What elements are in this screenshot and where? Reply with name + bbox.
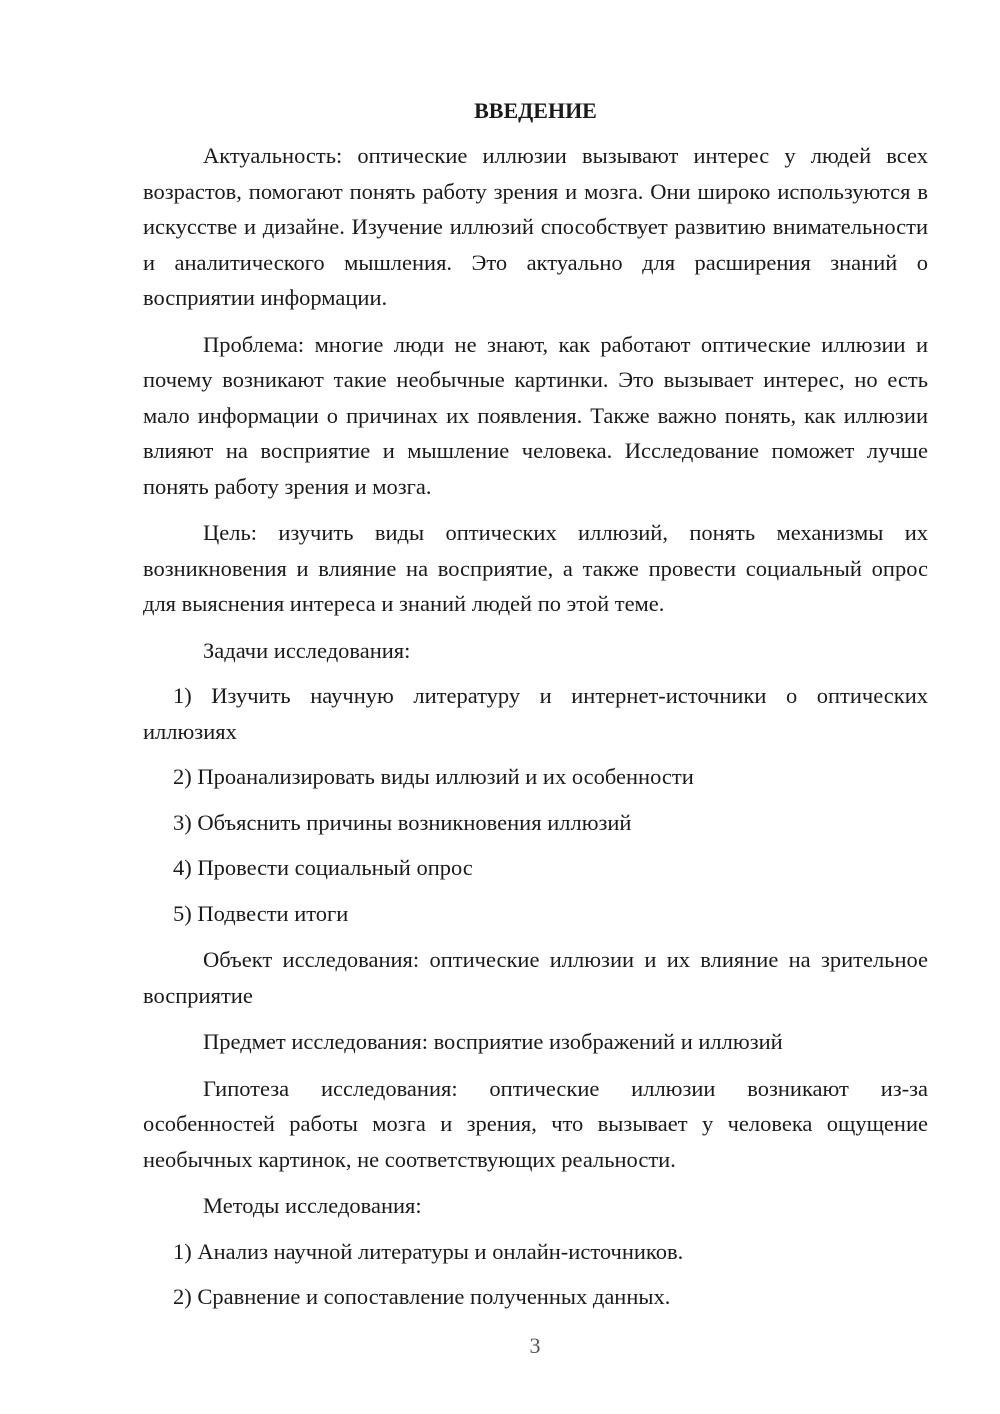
page-number: 3 [529, 1333, 541, 1358]
paragraph-hypothesis: Гипотеза исследования: оптические иллюзии возникают из-за особенностей работы мозга и зрения, что вызывает у человека ощущение необычных картинок, не соответствующих реальности. [143, 1075, 928, 1172]
paragraph-goal: Цель: изучить виды оптических иллюзий, понять механизмы их возникновения и влияние на восприятие, а также провести социальный опрос для выяснения интереса и знаний людей по этой теме. [143, 520, 928, 616]
list-item: 2) Проанализировать виды иллюзий и их особенности [173, 764, 694, 789]
list-item: 5) Подвести итоги [173, 900, 349, 926]
tasks-title: Задачи исследования: [203, 637, 411, 663]
section-heading: ВВЕДЕНИЕ [474, 98, 597, 123]
list-item: 1) Изучить научную литературу и интернет-источники о оптических иллюзиях [143, 683, 928, 744]
methods-list [143, 1234, 928, 1315]
paragraph-subject: Предмет исследования: восприятие изображений и иллюзий [203, 1029, 783, 1054]
page-content [143, 96, 928, 1315]
paragraph-relevance: Актуальность: оптические иллюзии вызывают интерес у людей всех возрастов, помогают понять работу зрения и мозга. Они широко используются в искусстве и дизайне. Изучение иллюзий способствует развитию внимательности и аналитического мышления. Это актуально для расширения знаний о восприятии информации. [143, 143, 928, 310]
paragraph-problem: Проблема: многие люди не знают, как работают оптические иллюзии и почему возникают такие необычные картинки. Это вызывает интерес, но есть мало информации о причинах их появления. Также важно понять, как иллюзии влияют на восприятие и мышление человека. Исследование поможет лучше понять работу зрения и мозга. [143, 331, 928, 499]
tasks-list [143, 678, 928, 931]
methods-title: Методы исследования: [203, 1193, 422, 1218]
paragraph-object: Объект исследования: оптические иллюзии и их влияние на зрительное восприятие [143, 947, 928, 1008]
list-item: 4) Провести социальный опрос [173, 855, 473, 880]
list-item: 2) Сравнение и сопоставление полученных данных. [173, 1284, 671, 1309]
list-item: 3) Объяснить причины возникновения иллюзий [173, 809, 632, 835]
list-item: 1) Анализ научной литературы и онлайн-источников. [173, 1238, 684, 1264]
